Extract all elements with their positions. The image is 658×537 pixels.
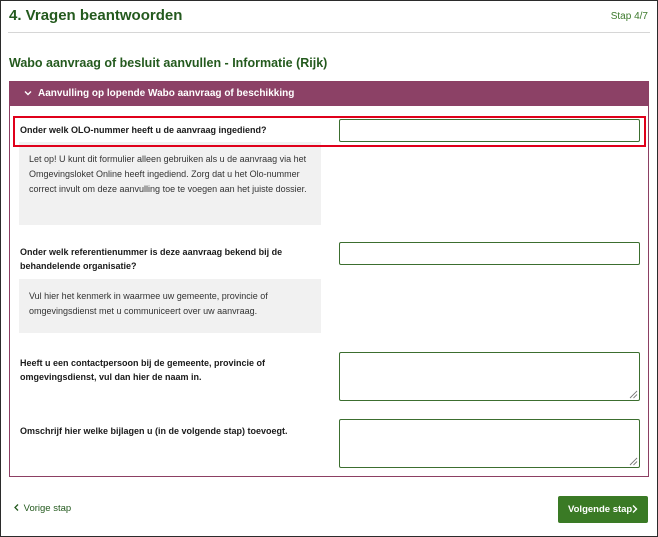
reference-number-label: Onder welk referentienummer is deze aanvraag bekend bij de behandelende organisatie? [20, 247, 283, 271]
olo-number-label: Onder welk OLO-nummer heeft u de aanvraag ingediend? [20, 125, 267, 135]
chevron-down-icon [22, 87, 34, 99]
attachments-textarea[interactable] [339, 419, 640, 468]
section-title: Wabo aanvraag of besluit aanvullen - Informatie (Rijk) [9, 56, 328, 70]
next-step-button[interactable] [558, 496, 648, 523]
chevron-right-icon [630, 504, 639, 514]
next-step-label: Volgende stap [568, 504, 633, 515]
step-indicator: Stap 4/7 [610, 11, 648, 22]
page-header [8, 0, 650, 33]
resize-grip-icon[interactable] [628, 389, 638, 399]
reference-number-input[interactable] [339, 242, 640, 265]
resize-grip-icon[interactable] [628, 456, 638, 466]
accordion-header[interactable] [10, 82, 648, 106]
olo-number-info: Let op! U kunt dit formulier alleen gebruiken als u de aanvraag via het Omgevingsloket Online heeft ingediend. Zorg dat u het Olo-nummer correct invult om deze aanvulling toe te voegen aan het juiste dossier. [19, 142, 321, 225]
page-title: 4. Vragen beantwoorden [9, 7, 183, 24]
previous-step-link[interactable] [12, 503, 71, 514]
chevron-left-icon [12, 503, 21, 512]
highlight-box [13, 116, 646, 147]
attachments-label: Omschrijf hier welke bijlagen u (in de volgende stap) toevoegt. [20, 426, 288, 436]
reference-number-info: Vul hier het kenmerk in waarmee uw gemeente, provincie of omgevingsdienst met u communiceert over uw aanvraag. [19, 279, 321, 333]
contact-person-textarea[interactable] [339, 352, 640, 401]
contact-person-label: Heeft u een contactpersoon bij de gemeente, provincie of omgevingsdienst, vul dan hier de naam in. [20, 358, 266, 382]
accordion-title: Aanvulling op lopende Wabo aanvraag of beschikking [38, 88, 295, 99]
previous-step-label: Vorige stap [23, 503, 72, 514]
